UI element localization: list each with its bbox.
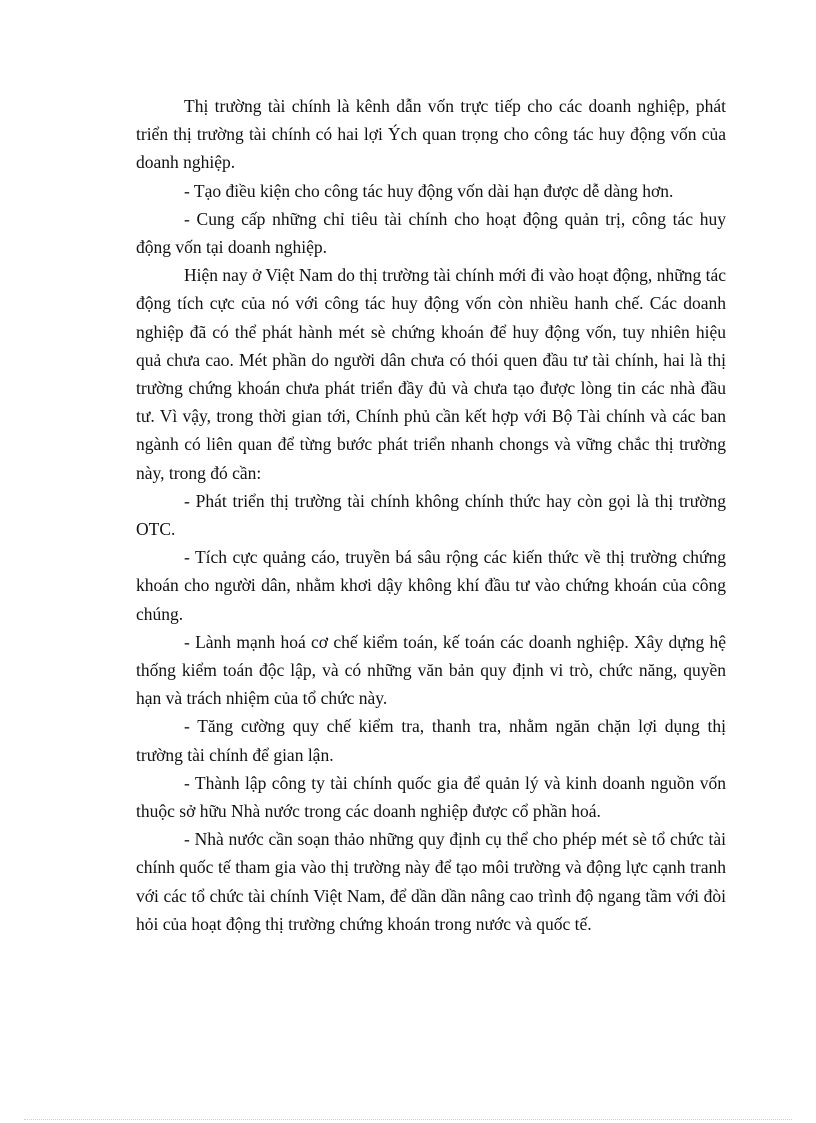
paragraph-bullet-advertising: - Tích cực quảng cáo, truyền bá sâu rộng các kiến thức về thị trường chứng khoán cho người dân, nhằm khơi dậy không khí đầu tư vào chứng khoán của công chúng. — [136, 547, 726, 624]
document-body — [136, 92, 726, 938]
page-bottom-rule — [24, 1119, 792, 1120]
paragraph-bullet-national-company: - Thành lập công ty tài chính quốc gia để quản lý và kinh doanh nguồn vốn thuộc sở hữu Nhà nước trong các doanh nghiệp được cổ phần hoá. — [136, 772, 726, 822]
paragraph-bullet-inspection: - Tăng cường quy chế kiểm tra, thanh tra, nhằm ngăn chặn lợi dụng thị trường tài chính để gian lận. — [136, 716, 726, 765]
paragraph-intro: Thị trường tài chính là kênh dẫn vốn trực tiếp cho các doanh nghiệp, phát triển thị trường tài chính có hai lợi Ých quan trọng cho công tác huy động vốn của doanh nghiệp. — [136, 96, 726, 173]
paragraph-bullet-1: - Tạo điều kiện cho công tác huy động vốn dài hạn được dễ dàng hơn. — [184, 180, 674, 201]
paragraph-bullet-audit: - Lành mạnh hoá cơ chế kiểm toán, kế toán các doanh nghiệp. Xây dựng hệ thống kiểm toán độc lập, và có những văn bản quy định vi trò, chức năng, quyền hạn và trách nhiệm của tổ chức này. — [136, 631, 726, 709]
paragraph-current-situation: Hiện nay ở Việt Nam do thị trường tài chính mới đi vào hoạt động, những tác động tích cực của nó với công tác huy động vốn còn nhiều hanh chế. Các doanh nghiệp đã có thể phát hành mét sè chứng khoán để huy động vốn, tuy nhiên hiệu quả chưa cao. Mét phần do người dân chưa có thói quen đầu tư tài chính, hai là thị trường chứng khoán chưa phát triển đầy đủ và chưa tạo được lòng tin các nhà đầu tư. Vì vậy, trong thời gian tới, Chính phủ cần kết hợp với Bộ Tài chính và các ban ngành có liên quan để từng bước phát triển nhanh chongs và vững chắc thị trường này, trong đó cần: — [136, 265, 726, 483]
paragraph-bullet-otc: - Phát triển thị trường tài chính không chính thức hay còn gọi là thị trường OTC. — [136, 490, 726, 540]
paragraph-bullet-2: - Cung cấp những chỉ tiêu tài chính cho hoạt động quản trị, công tác huy động vốn tại doanh nghiệp. — [136, 208, 726, 258]
paragraph-bullet-international: - Nhà nước cần soạn thảo những quy định cụ thể cho phép mét sè tổ chức tài chính quốc tế tham gia vào thị trường này để tạo môi trường và động lực cạnh tranh với các tổ chức tài chính Việt Nam, để dần dần nâng cao trình độ ngang tầm với đòi hỏi của hoạt động thị trường chứng khoán trong nước và quốc tế. — [136, 829, 726, 934]
